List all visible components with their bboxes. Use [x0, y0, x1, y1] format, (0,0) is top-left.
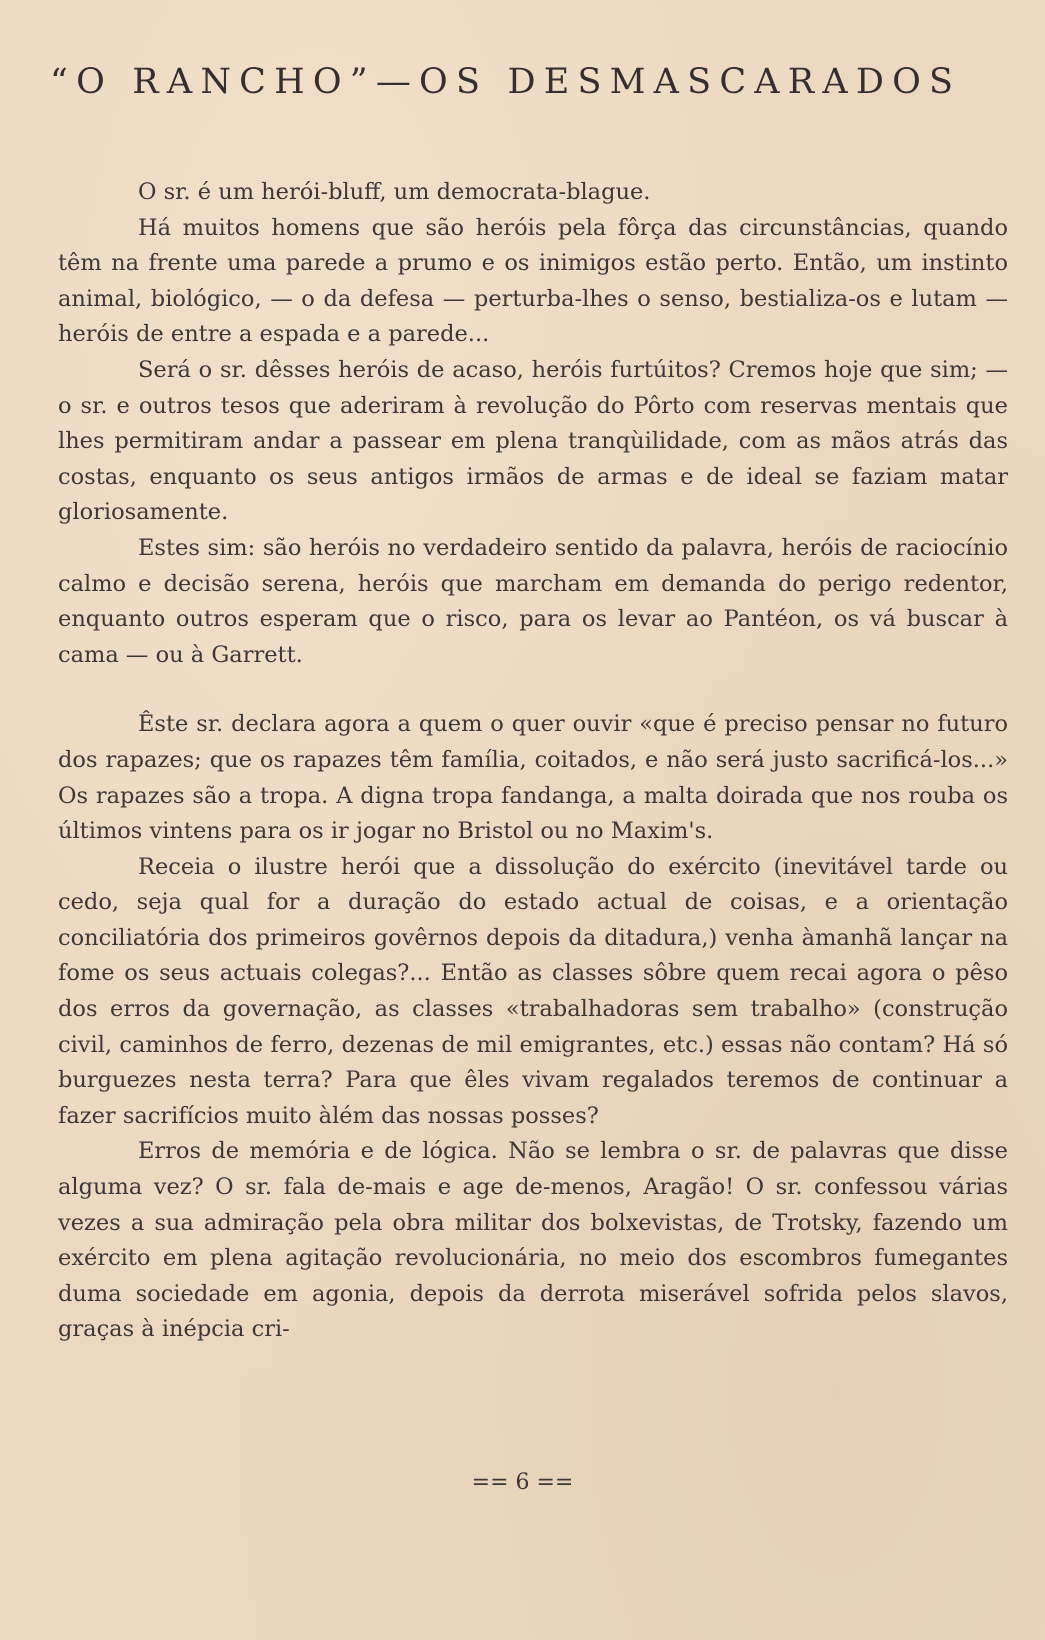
- page-number: == 6 ==: [471, 1470, 574, 1495]
- paragraph-3: Será o sr. dêsses heróis de acaso, heróis furtúitos? Cremos hoje que sim; — o sr. e outros tesos que aderiram à revolução do Pôrto com reservas mentais que lhes permitiram andar a passear em plena tranqùilidade, com as mãos atrás das costas, enquanto os seus antigos irmãos de armas e de ideal se faziam matar gloriosamente.: [58, 356, 1008, 526]
- body-text: [58, 175, 1008, 1348]
- running-header: “O RANCHO”—OS DESMASCARADOS: [50, 62, 962, 102]
- paragraph-4: Estes sim: são heróis no verdadeiro sentido da palavra, heróis de raciocínio calmo e decisão serena, heróis que marcham em demanda do perigo redentor, enquanto outros esperam que o risco, para os levar ao Pantéon, os vá buscar à cama — ou à Garrett.: [58, 534, 1008, 668]
- paragraph-2: Há muitos homens que são heróis pela fôrça das circunstâncias, quando têm na frente uma parede a prumo e os inimigos estão perto. Então, um instinto animal, biológico, — o da defesa — perturba-lhes o senso, bestializa-os e lutam — heróis de entre a espada e a parede...: [58, 214, 1008, 348]
- paragraph-5: Êste sr. declara agora a quem o quer ouvir «que é preciso pensar no futuro dos rapazes; que os rapazes têm família, coitados, e não será justo sacrificá-los...» Os rapazes são a tropa. A digna tropa fandanga, a malta doirada que nos rouba os últimos vintens para os ir jogar no Bristol ou no Maxim's.: [58, 711, 1008, 845]
- paragraph-6: Receia o ilustre herói que a dissolução do exército (inevitável tarde ou cedo, seja qual for a duração do estado actual de coisas, e a orientação conciliatória dos primeiros govêrnos depois da ditadura,) venha àmanhã lançar na fome os seus actuais colegas?... Então as classes sôbre quem recai agora o pêso dos erros da governação, as classes «trabalhadoras sem trabalho» (construção civil, caminhos de ferro, dezenas de mil emigrantes, etc.) essas não contam? Há só burguezes nesta terra? Para que êles vivam regalados teremos de continuar a fazer sacrifícios muito àlém das nossas posses?: [58, 853, 1008, 1129]
- paragraph-7: Erros de memória e de lógica. Não se lembra o sr. de palavras que disse alguma vez? O sr. fala de-mais e age de-menos, Aragão! O sr. confessou várias vezes a sua admiração pela obra militar dos bolxevistas, de Trotsky, fazendo um exército em plena agitação revolucionária, no meio dos escombros fumegantes duma sociedade em agonia, depois da derrota miserável sofrida pelos slavos, graças à inépcia cri-: [58, 1138, 1008, 1343]
- paragraph-1: O sr. é um herói-bluff, um democrata-blague.: [138, 179, 651, 205]
